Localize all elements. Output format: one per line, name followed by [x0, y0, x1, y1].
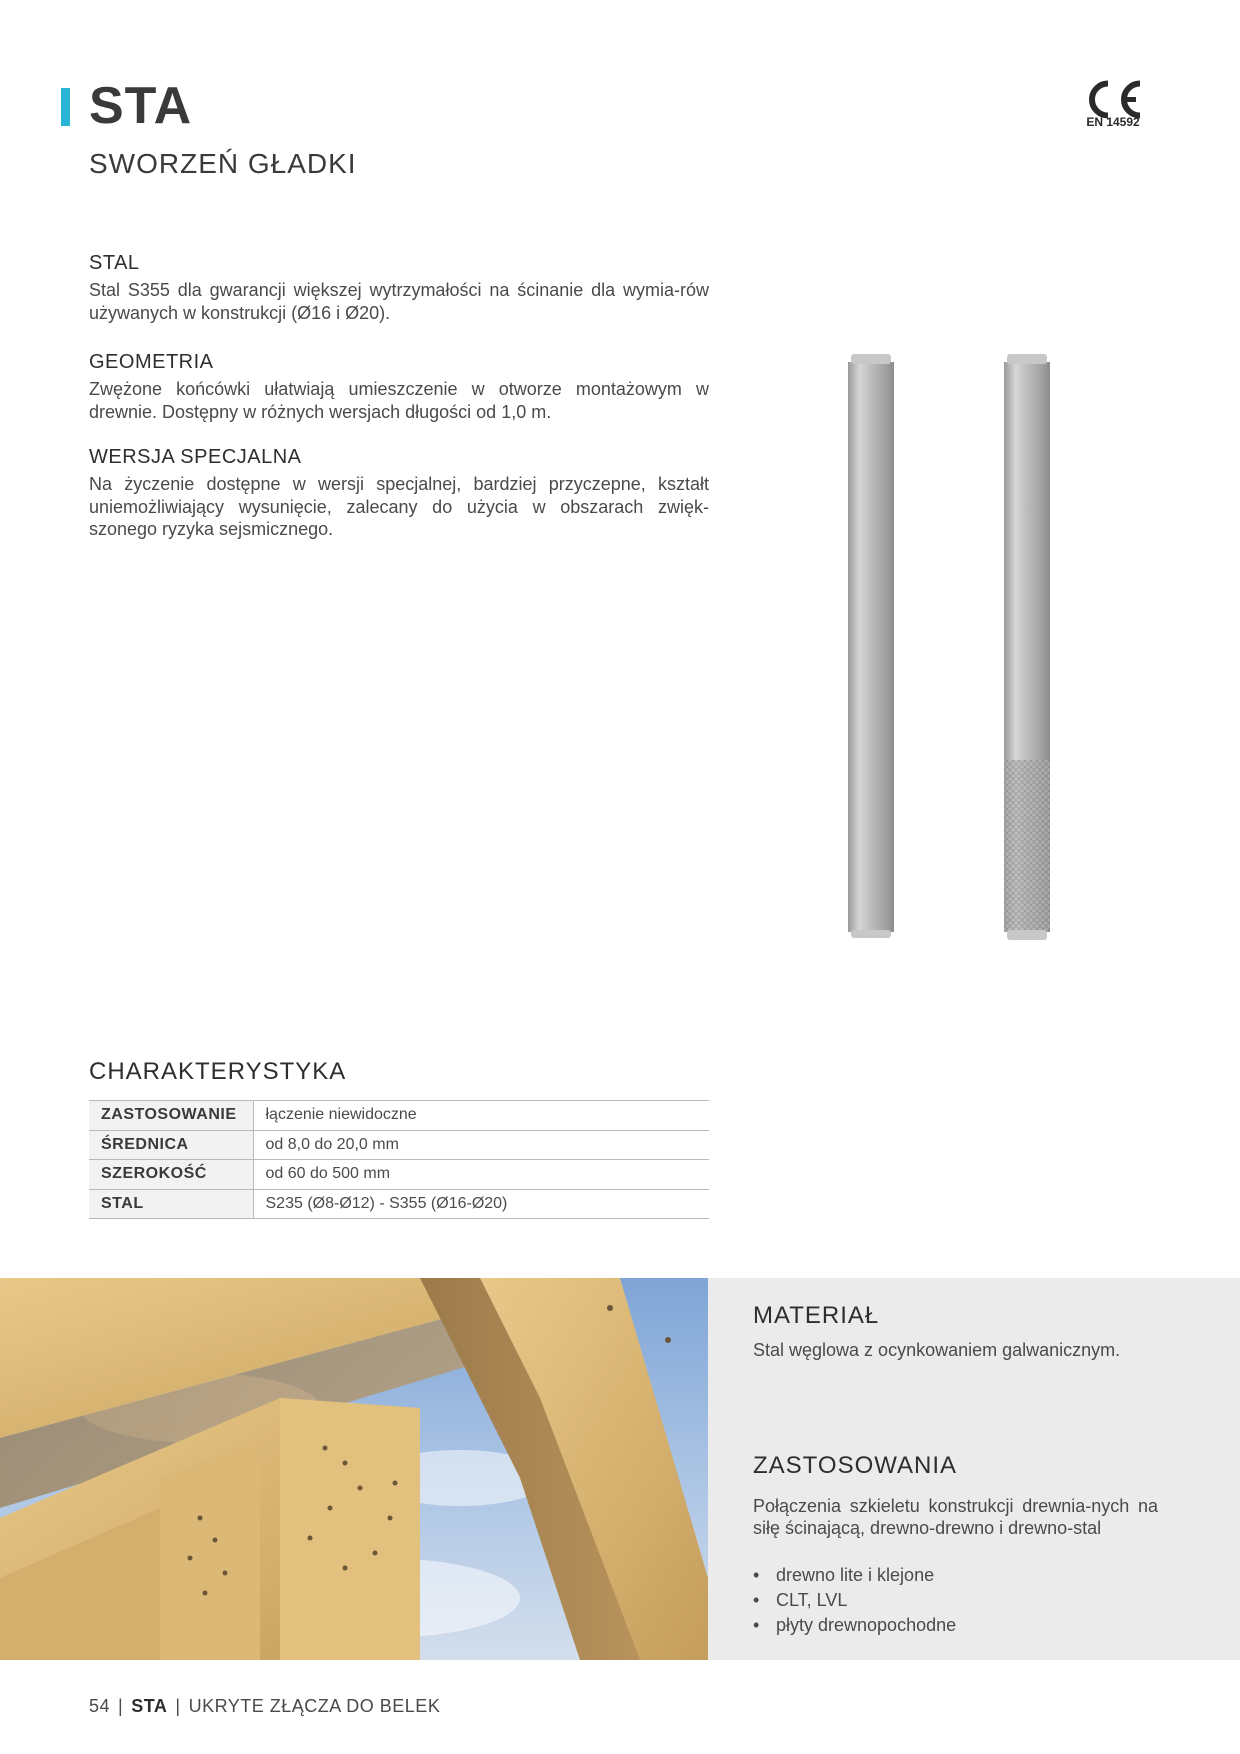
row-key: STAL	[89, 1189, 253, 1219]
product-rods-image	[830, 350, 1080, 950]
section-special-title: WERSJA SPECJALNA	[89, 446, 302, 468]
page-subtitle: SWORZEŃ GŁADKI	[89, 148, 357, 179]
section-special	[89, 446, 709, 541]
table-row	[89, 1189, 709, 1219]
applications-list	[753, 1563, 956, 1638]
applications-text: Połączenia szkieletu konstrukcji drewnia-nych na siłę ścinającą, drewno-drewno i drewno-stal	[753, 1496, 1158, 1538]
info-panel	[708, 1278, 1240, 1660]
row-value: od 8,0 do 20,0 mm	[253, 1130, 709, 1160]
row-key: ZASTOSOWANIE	[89, 1101, 253, 1131]
table-row	[89, 1160, 709, 1190]
section-geometry	[89, 351, 709, 423]
row-value: S235 (Ø8-Ø12) - S355 (Ø16-Ø20)	[253, 1189, 709, 1219]
page-title: STA	[89, 77, 193, 135]
row-value: łączenie niewidoczne	[253, 1101, 709, 1131]
table-row	[89, 1101, 709, 1131]
list-item: • drewno lite i klejone	[753, 1563, 956, 1588]
smooth-rod	[848, 354, 894, 938]
row-value: od 60 do 500 mm	[253, 1160, 709, 1190]
section-geometry-title: GEOMETRIA	[89, 351, 214, 373]
row-key: ŚREDNICA	[89, 1130, 253, 1160]
footer-separator: |	[175, 1696, 181, 1716]
section-steel	[89, 252, 709, 324]
section-geometry-text: Zwężone końcówki ułatwiają umieszczenie w otworze montażowym w drewnie. Dostępny w różnych wersjach długości od 1,0 m.	[89, 379, 709, 422]
section-special-text: Na życzenie dostępne w wersji specjalnej, bardziej przyczepne, kształt uniemożliwiający wysunięcie, zalecany do użycia w obszarach zwięk-szonego ryzyka sejsmicznego.	[89, 474, 709, 539]
list-item: • CLT, LVL	[753, 1588, 956, 1613]
table-row	[89, 1130, 709, 1160]
applications-title: ZASTOSOWANIA	[753, 1452, 958, 1479]
characteristics-table	[89, 1100, 709, 1219]
footer-separator: |	[118, 1696, 124, 1716]
page-footer	[89, 1696, 440, 1717]
material-text: Stal węglowa z ocynkowaniem galwanicznym.	[753, 1340, 1121, 1360]
section-steel-text: Stal S355 dla gwarancji większej wytrzymałości na ścinanie dla wymia-rów używanych w konstrukcji (Ø16 i Ø20).	[89, 280, 709, 323]
row-key: SZEROKOŚĆ	[89, 1160, 253, 1190]
timber-structure-photo	[0, 1278, 708, 1660]
section-steel-title: STAL	[89, 252, 140, 274]
material-title: MATERIAŁ	[753, 1302, 880, 1329]
page-number: 54	[89, 1696, 111, 1716]
knurled-rod	[1004, 354, 1050, 940]
list-item: • płyty drewnopochodne	[753, 1613, 956, 1638]
footer-section: UKRYTE ZŁĄCZA DO BELEK	[188, 1696, 441, 1716]
footer-product: STA	[131, 1696, 168, 1716]
title-accent-bar	[61, 88, 70, 126]
ce-norm-label: EN 14592	[1086, 115, 1140, 129]
characteristics-title: CHARAKTERYSTYKA	[89, 1058, 347, 1085]
